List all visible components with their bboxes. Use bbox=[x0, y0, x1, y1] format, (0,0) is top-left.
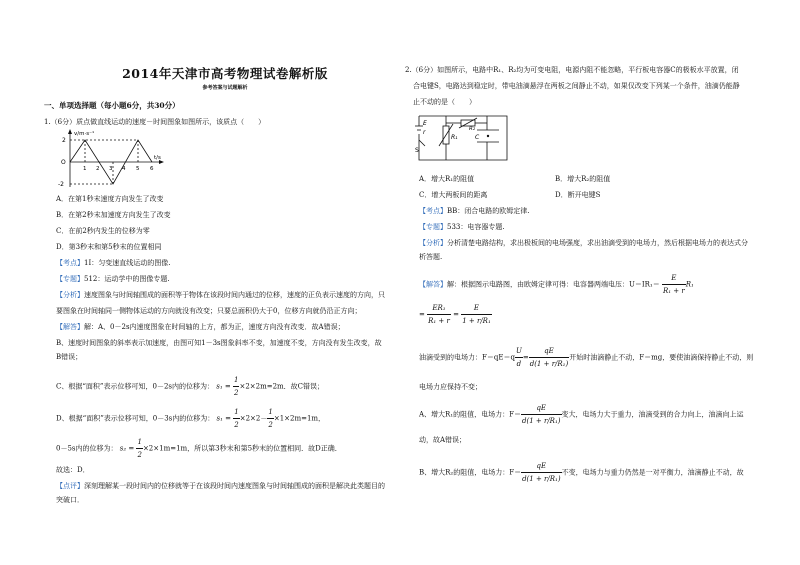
jieda-e: 0－5s内的位移为： s₂ = $\frac{1}{2}$ ×2×1m=1m，所以第3秒末和第5秒末的位置相同．故D正确． bbox=[56, 438, 342, 459]
graph-xtick: 6 bbox=[150, 166, 154, 172]
section-heading: 一、单项选择题（每小题6分，共30分） bbox=[44, 101, 180, 110]
zhuanti-tag: 【专题】 bbox=[419, 223, 447, 231]
option-d: D．第3秒末和第5秒末的位置相同 bbox=[56, 243, 162, 251]
fenxi-text-2: 要图象在时间轴同一侧物体运动的方向就没有改变；只要总面积仍大于0，位移方向就仍沿正方向； bbox=[56, 307, 362, 315]
q2-stem-3: 止不动的是（ ） bbox=[413, 98, 476, 106]
circuit-r-label: r bbox=[423, 129, 426, 136]
graph-xtick: 5 bbox=[136, 166, 140, 172]
q2-stem-2: 合电键S，电路达到稳定时，带电油滴悬浮在两板之间静止不动，如果仅改变下列某一个条件，油滴仍能静 bbox=[413, 82, 740, 90]
option-a: A．在第1秒末速度方向发生了改变 bbox=[56, 195, 164, 203]
jieda-b: B、速度时间图象的斜率表示加速度，由图可知1－3s图象斜率不变，加速度不变，方向没有发生改变，故 bbox=[56, 339, 382, 347]
option-d: D．断开电键S bbox=[555, 191, 601, 199]
force-line: 油滴受到的电场力：F＝qE＝q $\frac{U}{d}$ = $\frac{qE}{\text{d(1 + r/R₁)}}$ 开始时油滴静止不动，F＝mg，要使油滴保持静止不动，则 bbox=[419, 347, 754, 368]
fenxi-tag: 【分析】 bbox=[419, 239, 447, 247]
answer: 故选：D． bbox=[56, 466, 90, 474]
option-b: B．增大R₂的阻值 bbox=[555, 175, 611, 183]
dianping-tag: 【点评】 bbox=[56, 482, 84, 490]
circuit-diagram bbox=[415, 112, 515, 164]
graph-xtick: 1 bbox=[83, 166, 87, 172]
graph-tick-neg2: -2 bbox=[58, 181, 64, 188]
jieda-b-2: B错误； bbox=[56, 353, 83, 361]
zhuanti-tag: 【专题】 bbox=[56, 275, 84, 283]
jieda-line-1: 【解答】解：根据图示电路图，由欧姆定律可得：电容器两端电压：U＝IR₁＝ $\frac{E}{\text{R₁ + r}}$ R₁ bbox=[419, 274, 694, 295]
kaodian-text: BB：闭合电路的欧姆定律. bbox=[447, 207, 530, 215]
graph-tick-2: 2 bbox=[62, 137, 66, 144]
graph-xlabel: t/s bbox=[154, 155, 161, 161]
zhuanti-text: 512：运动学中的图像专题. bbox=[84, 275, 170, 283]
dianping-text: 深刻理解某一段时间内的位移就等于在该段时间内速度图象与时间轴围成的面积是解决此类题目的 bbox=[84, 482, 385, 490]
circuit-r1-label: R₁ bbox=[451, 134, 458, 141]
jieda-line-2: = $\frac{\text{ER₁}}{\text{R₁ + r}}$ = $\frac{E}{\text{1 + r/R₁}}$ bbox=[419, 304, 491, 325]
graph-xtick: 3 bbox=[109, 166, 113, 172]
option-c: C．在前2秒内发生的位移为零 bbox=[56, 227, 150, 235]
answer-a-2: 动，故A错误； bbox=[419, 436, 467, 444]
kaodian-tag: 【考点】 bbox=[56, 259, 84, 267]
jieda-d: D、根据“面积”表示位移可知，0－3s内的位移为： s₁ = $\frac{1}{2}$ ×2×2－ $\frac{1}{2}$ ×1×2m=1m， bbox=[56, 408, 326, 429]
vt-graph bbox=[58, 127, 168, 189]
keep-line: 电场力应保持不变； bbox=[419, 383, 482, 391]
half-fraction: $\frac{1}{2}$ bbox=[137, 438, 142, 459]
half-fraction: $\frac{1}{2}$ bbox=[233, 376, 239, 397]
page-subtitle: 参考答案与试题解析 bbox=[202, 85, 248, 91]
graph-origin: O bbox=[61, 159, 66, 166]
answer-a: A、增大R₁的阻值，电场力：F＝ $\frac{qE}{\text{d(1 + r/R₁)}}$ 变大，电场力大于重力，油滴受到的合力向上，油滴向上运 bbox=[419, 404, 744, 425]
jieda-c: C、根据“面积”表示位移可知，0－2s内的位移为： s₁ = $\frac{1}{2}$ ×2×2m=2m．故C错误； bbox=[56, 376, 325, 397]
option-b: B．在第2秒末加速度方向发生了改变 bbox=[56, 211, 171, 219]
circuit-s-label: S bbox=[415, 147, 419, 154]
circuit-c-label: C bbox=[475, 134, 480, 141]
fenxi-text-2: 析答题. bbox=[419, 253, 443, 261]
kaodian-tag: 【考点】 bbox=[419, 207, 447, 215]
answer-b: B、增大R₂的阻值，电场力：F＝ $\frac{qE}{\text{d(1 + r/R₁)}}$ 不变，电场力与重力仍然是一对平衡力，油滴静止不动，故 bbox=[419, 462, 744, 483]
option-c: C．增大两板间的距离 bbox=[419, 191, 488, 199]
kaodian-text: 1I：匀变速直线运动的图像. bbox=[84, 259, 171, 267]
q2-stem-1: 2.（6分）如图所示，电路中R₁、R₂均为可变电阻，电源内阻不能忽略，平行板电容器C的极板水平放置，闭 bbox=[405, 66, 739, 74]
half-fraction: $\frac{1}{2}$ bbox=[268, 408, 273, 429]
option-a: A．增大R₁的阻值 bbox=[419, 175, 475, 183]
half-fraction: $\frac{1}{2}$ bbox=[234, 408, 239, 429]
q1-stem: 1.（6分）质点做直线运动的速度－时间图象如图所示，该质点（ ） bbox=[44, 118, 266, 126]
fenxi-text: 速度图象与时间轴围成的面积等于物体在该段时间内通过的位移，速度的正负表示速度的方向，只 bbox=[84, 291, 385, 299]
page-title: 2014年天津市高考物理试卷解析版 bbox=[122, 66, 328, 81]
jieda-tag: 【解答】 bbox=[56, 323, 84, 331]
graph-xtick: 4 bbox=[122, 166, 126, 172]
jieda-a: 解：A、0－2s内速度图象在时间轴的上方，都为正，速度方向没有改变．故A错误； bbox=[84, 323, 345, 331]
circuit-e-label: E bbox=[423, 120, 427, 127]
circuit-r2-label: R₂ bbox=[469, 126, 476, 132]
graph-ylabel: v/m·s⁻¹ bbox=[74, 131, 95, 137]
fenxi-tag: 【分析】 bbox=[56, 291, 84, 299]
zhuanti-text: 533：电容器专题. bbox=[447, 223, 505, 231]
graph-xtick: 2 bbox=[96, 166, 100, 172]
dianping-text-2: 突破口． bbox=[56, 496, 84, 504]
jieda-tag: 【解答】 bbox=[419, 280, 447, 289]
fenxi-text: 分析清楚电路结构，求出极板间的电场强度，求出油滴受到的电场力，然后根据电场力的表达式分 bbox=[447, 239, 748, 247]
